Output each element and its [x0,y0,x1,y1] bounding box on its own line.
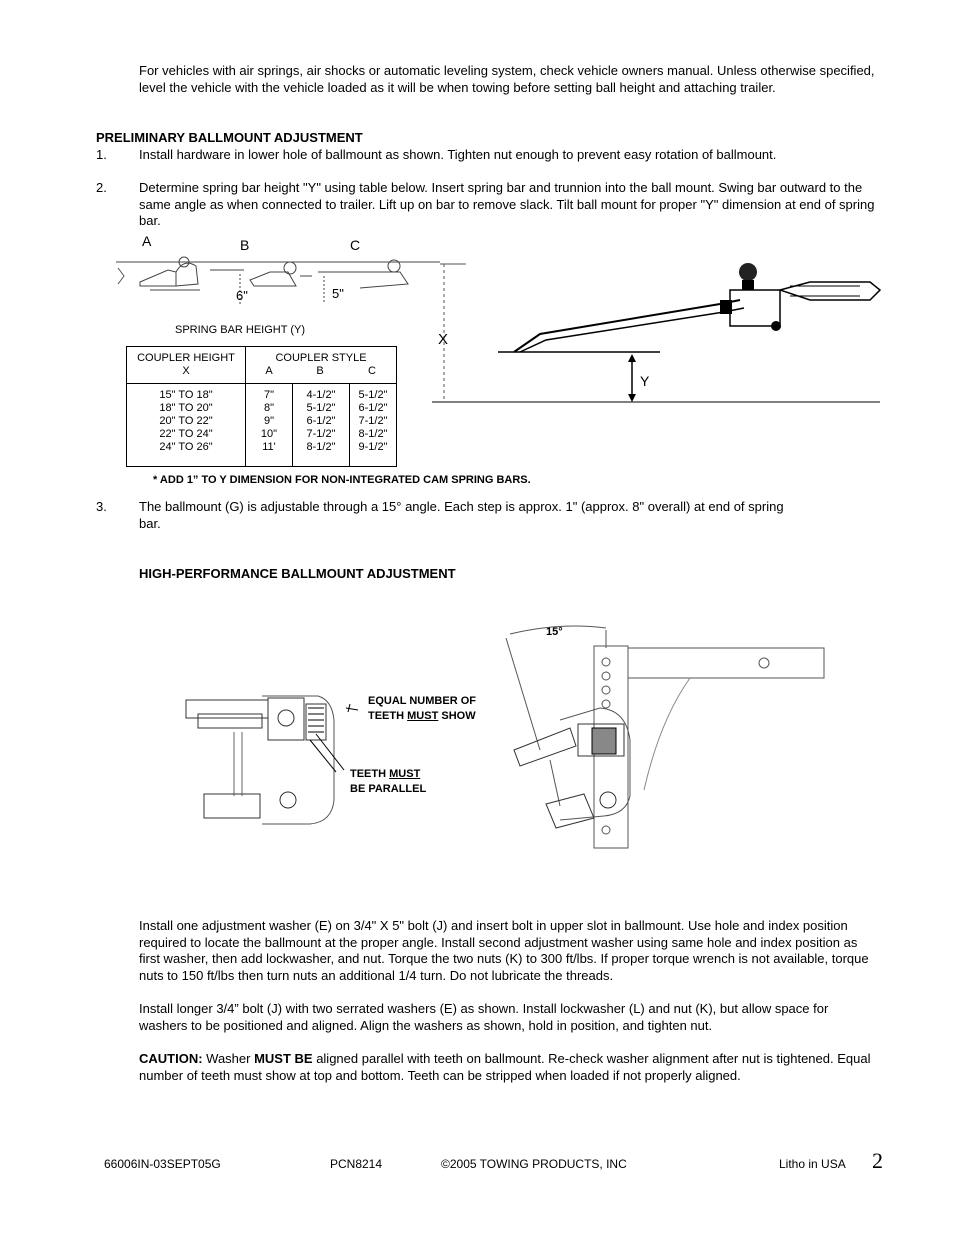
cell-heights: 15" TO 18" 18" TO 20" 20" TO 22" 22" TO 24" 24" TO 26" [127,384,246,467]
cell-style-a: 7" 8" 9" 10" 11' [246,384,293,467]
x-dimension-label: X [438,331,449,348]
cell-style-b: 4-1/2" 5-1/2" 6-1/2" 7-1/2" 8-1/2" [293,384,350,467]
coupler-label-c: C [350,237,361,253]
caution-label: CAUTION: [139,1051,203,1066]
equal-teeth-word2: SHOW [438,710,476,722]
cell-style-c: 5-1/2" 6-1/2" 7-1/2" 8-1/2" 9-1/2" [350,384,397,467]
step-2-number: 2. [96,180,107,195]
header-x-label: X [182,365,190,377]
step-1-text: Install hardware in lower hole of ballmount as shown. Tighten nut enough to prevent easy rotation of ballmount. [139,147,777,162]
install-paragraph-1: Install one adjustment washer (E) on 3/4" X 5" bolt (J) and insert bolt in upper slot in ballmount. Use hole and index position required to locate the ballmount at the proper angle. Install second adjustment washer using same hole and index position as first washer, then add lockwasher, and nut. Torque the two nuts (K) to 300 ft/lbs. If proper torque wrench is not available, torque nuts to 150 ft/lbs then turn nuts an additional 1/4 turn. Do not lubricate the threads. [139,918,869,983]
page-number: 2 [872,1148,883,1173]
step-1-number: 1. [96,147,107,162]
caution-paragraph [139,1051,879,1084]
caution-text-2: aligned parallel with teeth on ballmount. Re-check washer alignment after nut is tightened. Equal number of teeth must show at top and bottom. Teeth can be stripped when loaded if not properly aligned. [139,1051,871,1083]
equal-teeth-must: MUST [407,710,439,722]
header-b: B [316,365,324,377]
equal-teeth-word1: TEETH [368,710,408,722]
cam-note: * ADD 1” TO Y DIMENSION FOR NON-INTEGRATED CAM SPRING BARS. [153,474,531,486]
dimension-6-label: 6" [236,288,248,303]
coupler-label-a: A [142,233,152,249]
prelim-heading: PRELIMINARY BALLMOUNT ADJUSTMENT [96,130,363,145]
header-coupler-style [246,347,397,384]
intro-paragraph: For vehicles with air springs, air shocks or automatic leveling system, check vehicle owners manual. Unless otherwise specified, level the vehicle with the vehicle loaded as it will be when towing before setting ball height and attaching trailer. [139,63,875,95]
step-3-number: 3. [96,499,107,514]
hp-heading: HIGH-PERFORMANCE BALLMOUNT ADJUSTMENT [139,566,456,581]
caution-text-1: Washer [202,1051,255,1066]
footer-copyright: ©2005 TOWING PRODUCTS, INC [441,1157,627,1171]
header-style-columns [246,365,396,378]
y-dimension-label: Y [640,373,650,389]
step-3-text: The ballmount (G) is adjustable through a 15° angle. Each step is approx. 1" (approx. 8" overall) at end of spring bar. [139,499,784,531]
step-2-text: Determine spring bar height "Y" using table below. Insert spring bar and trunnion into the ball mount. Swing bar outward to the same angle as when connected to trailer. Lift up on bar to remove slack. Tilt ball mount for proper "Y" dimension at end of spring bar. [139,180,875,228]
teeth-parallel-label [350,767,426,797]
footer-pcn: PCN8214 [330,1157,383,1171]
teeth-parallel-line2: BE PARALLEL [350,783,427,795]
install-paragraph-2: Install longer 3/4” bolt (J) with two serrated washers (E) as shown. Install lockwasher (L) and nut (K), but allow space for washers to be positioned and aligned. Align the washers as shown, hold in position, and tighten nut. [139,1001,829,1033]
angle-15-label: 15° [546,626,563,638]
equal-teeth-label [368,694,476,724]
spring-bar-height-table [126,346,397,467]
header-a: A [265,365,273,377]
header-c: C [368,365,376,377]
header-coupler-height [127,347,246,384]
header-coupler-style-label: COUPLER STYLE [275,352,367,364]
table-title: SPRING BAR HEIGHT (Y) [175,324,305,336]
header-coupler-height-label: COUPLER HEIGHT [137,352,235,364]
equal-teeth-line1: EQUAL NUMBER OF [368,695,476,707]
coupler-label-b: B [240,237,250,253]
footer-doc-code: 66006IN-03SEPT05G [104,1157,221,1171]
footer-litho: Litho in USA [779,1157,846,1171]
dimension-5-label: 5" [332,286,344,301]
teeth-parallel-word1: TEETH [350,768,390,780]
teeth-parallel-must: MUST [389,768,421,780]
hp-ballmount-diagram [0,600,954,860]
caution-must: MUST BE [254,1051,313,1066]
